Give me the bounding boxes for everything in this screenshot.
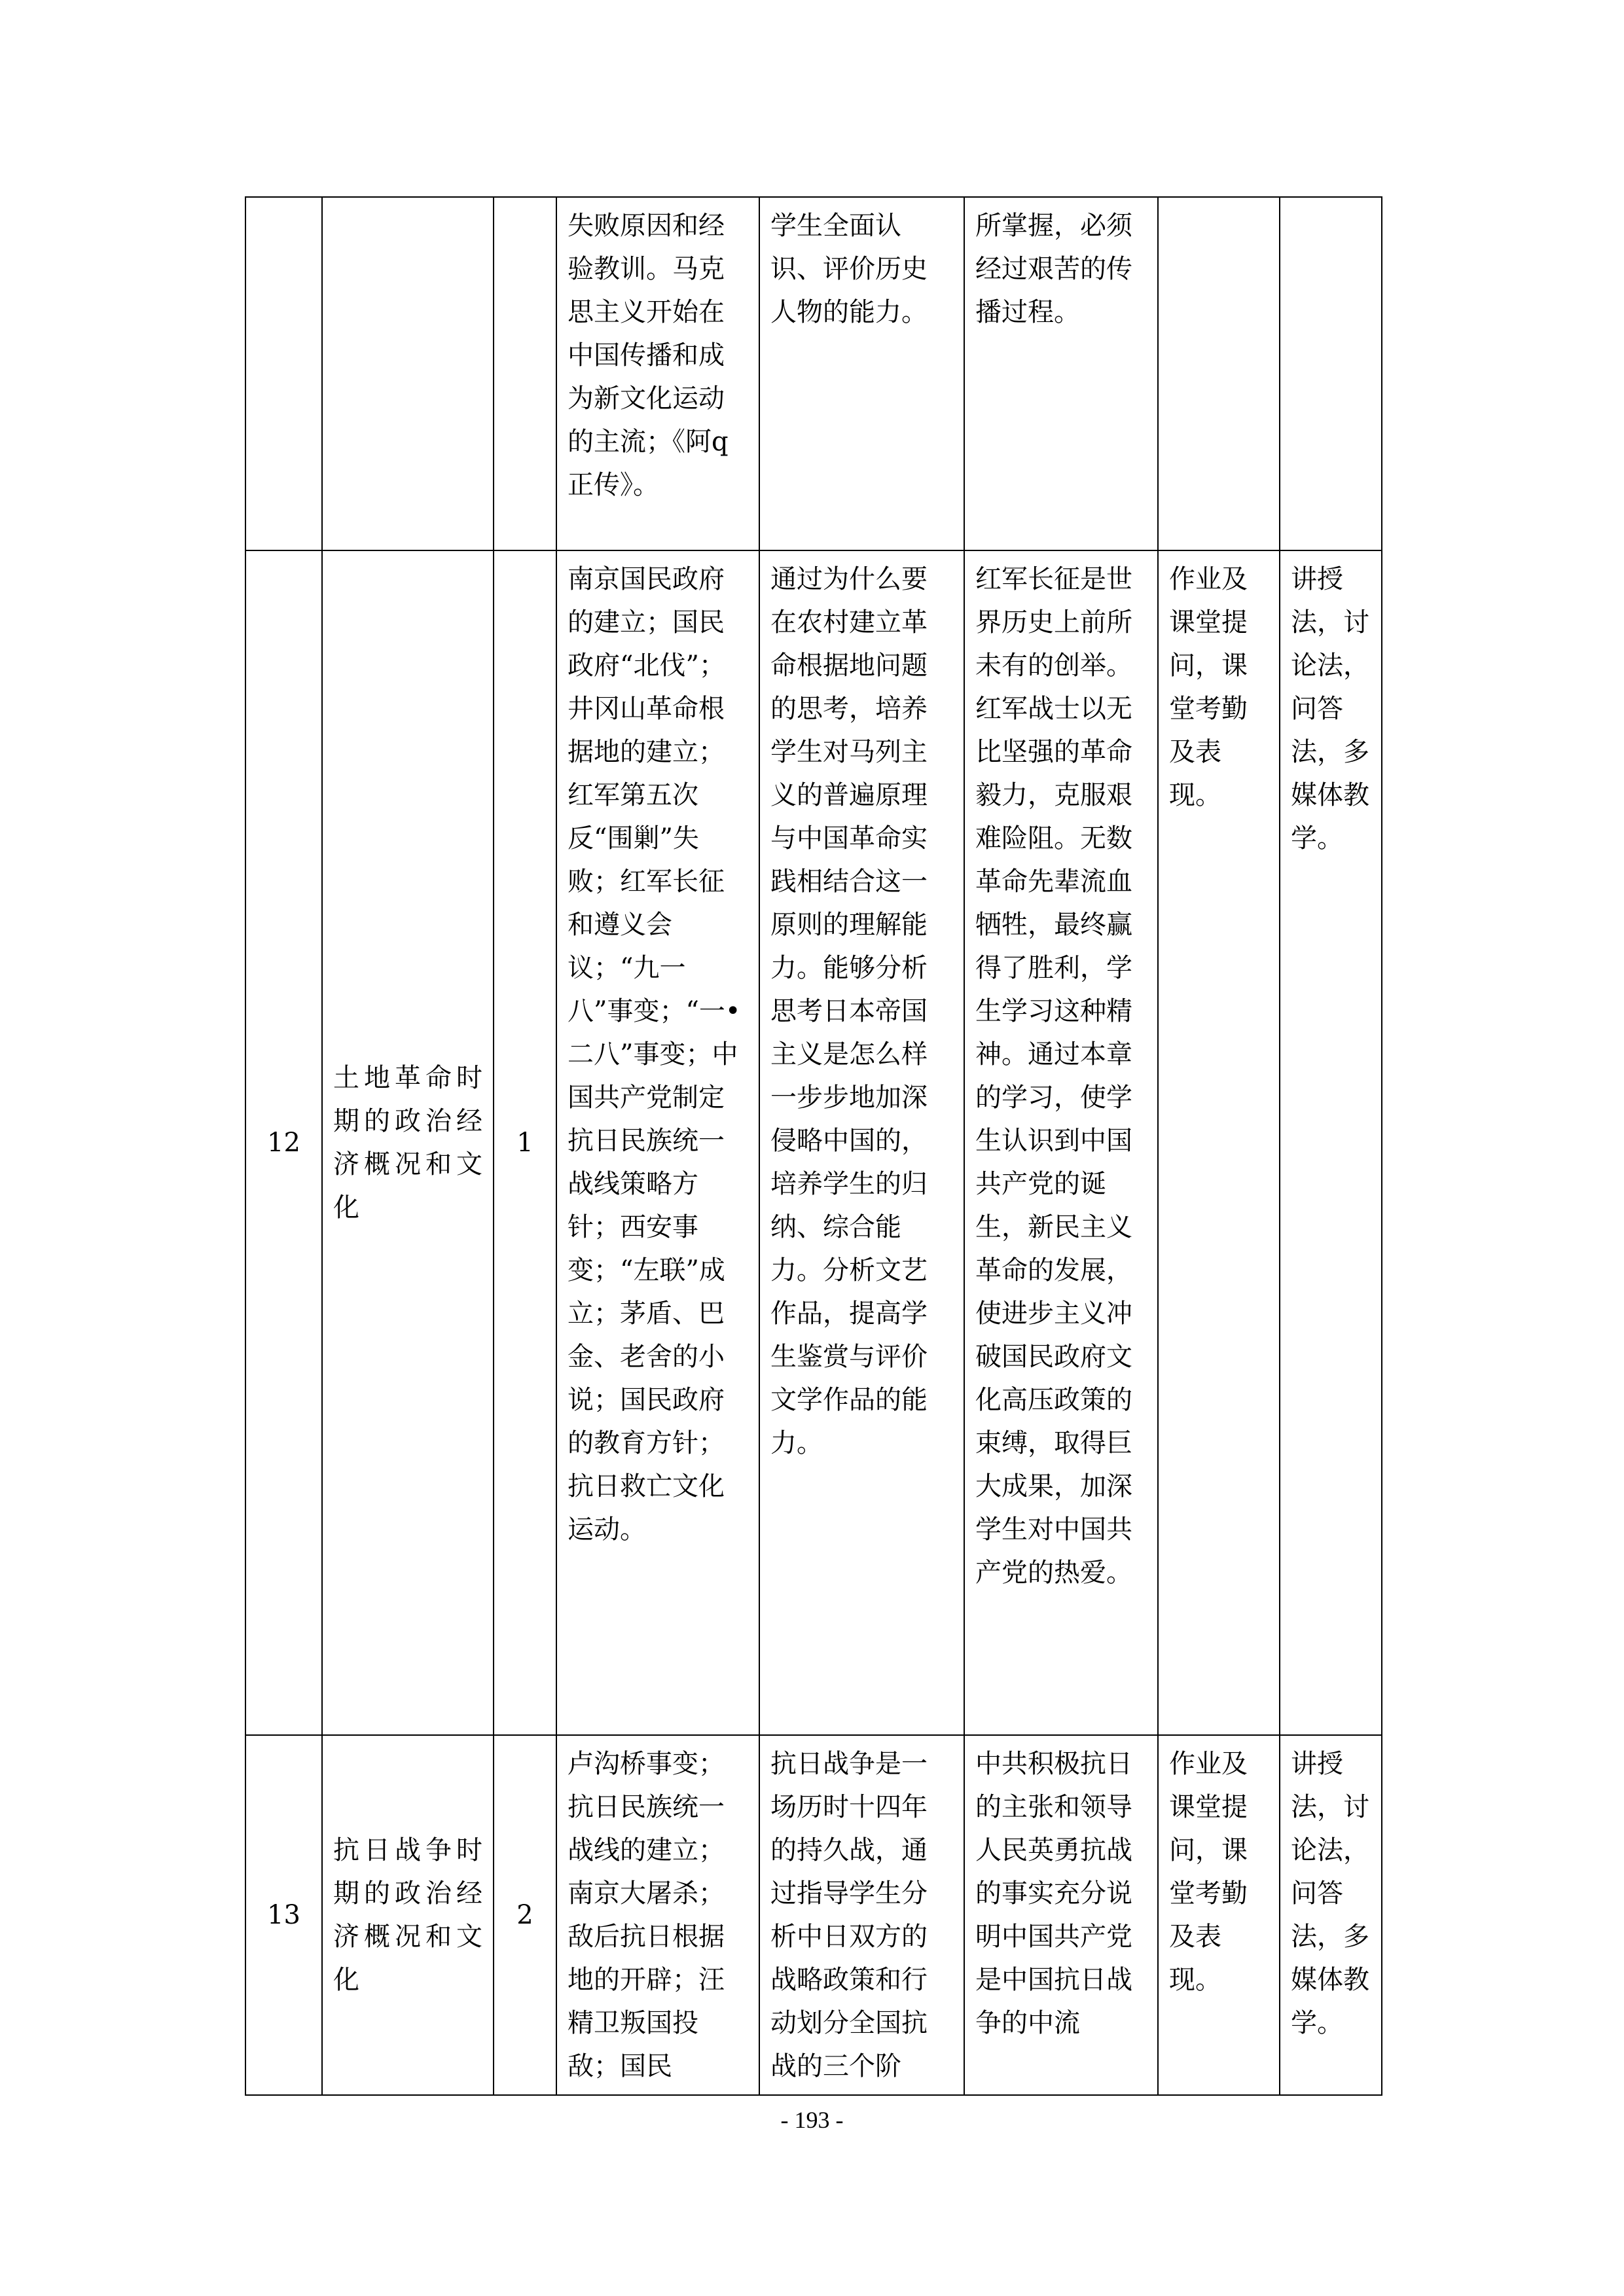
values-goal-text: 中共积极抗日的主张和领导人民英勇抗战的事实充分说明中国共产党是中国抗日战争的中流 xyxy=(975,1749,1132,2038)
assessment-text: 作业及课堂提问，课堂考勤及表现。 xyxy=(1169,564,1248,810)
row-number-text: 12 xyxy=(267,1128,300,1158)
ability-goal xyxy=(759,550,964,1735)
teaching-method xyxy=(1280,1735,1382,2095)
table-row xyxy=(245,197,1382,550)
teaching-method xyxy=(1280,197,1382,550)
ability-goal-text: 抗日战争是一场历时十四年的持久战，通过指导学生分析中日双方的战略政策和行动划分全国抗战的三个阶 xyxy=(770,1749,928,2081)
assessment xyxy=(1158,1735,1280,2095)
class-hours-text: 1 xyxy=(516,1128,533,1158)
class-hours xyxy=(494,550,556,1735)
row-number xyxy=(245,550,322,1735)
ability-goal-text: 学生全面认识、评价历史人物的能力。 xyxy=(770,211,928,327)
chapter-title-text: 抗日战争时期的政治经济概况和文化 xyxy=(333,1835,482,1995)
table-row xyxy=(245,550,1382,1735)
assessment xyxy=(1158,550,1280,1735)
assessment-text: 作业及课堂提问，课堂考勤及表现。 xyxy=(1169,1749,1248,1995)
class-hours-text: 2 xyxy=(516,1900,533,1930)
chapter-title-text: 土地革命时期的政治经济概况和文化 xyxy=(333,1063,482,1223)
values-goal xyxy=(964,197,1158,550)
ability-goal xyxy=(759,197,964,550)
chapter-title xyxy=(322,197,494,550)
table-row xyxy=(245,1735,1382,2095)
ability-goal xyxy=(759,1735,964,2095)
ability-goal-text: 通过为什么要在农村建立革命根据地问题的思考，培养学生对马列主义的普遍原理与中国革命实践相结合这一原则的理解能力。能够分析思考日本帝国主义是怎么样一步步地加深侵略中国的，培养学生的归纳、综合能力。分析文艺作品，提高学生鉴赏与评价文学作品的能力。 xyxy=(770,564,928,1458)
class-hours xyxy=(494,1735,556,2095)
teaching-method-text: 讲授法，讨论法，问答法，多媒体教学。 xyxy=(1291,564,1369,853)
teaching-content xyxy=(556,1735,759,2095)
values-goal xyxy=(964,550,1158,1735)
chapter-title xyxy=(322,550,494,1735)
row-number xyxy=(245,1735,322,2095)
teaching-method xyxy=(1280,550,1382,1735)
values-goal xyxy=(964,1735,1158,2095)
page-number: - 193 - xyxy=(780,2107,844,2133)
teaching-content-text: 卢沟桥事变；抗日民族统一战线的建立；南京大屠杀；敌后抗日根据地的开辟；汪精卫叛国投敌；国民 xyxy=(568,1749,725,2081)
teaching-content-text: 失败原因和经验教训。马克思主义开始在中国传播和成为新文化运动的主流；《阿q正传》。 xyxy=(568,211,729,500)
assessment xyxy=(1158,197,1280,550)
chapter-title xyxy=(322,1735,494,2095)
values-goal-text: 红军长征是世界历史上前所未有的创举。红军战士以无比坚强的革命毅力，克服艰难险阻。无数革命先辈流血牺牲，最终赢得了胜利，学生学习这种精神。通过本章的学习，使学生认识到中国共产党的诞生，新民主义革命的发展，使进步主义冲破国民政府文化高压政策的束缚，取得巨大成果，加深学生对中国共产党的热爱。 xyxy=(975,564,1132,1588)
course-table xyxy=(245,196,1382,2096)
class-hours xyxy=(494,197,556,550)
teaching-content xyxy=(556,197,759,550)
teaching-method-text: 讲授法，讨论法，问答法，多媒体教学。 xyxy=(1291,1749,1369,2038)
values-goal-text: 所掌握，必须经过艰苦的传播过程。 xyxy=(975,211,1132,327)
teaching-content xyxy=(556,550,759,1735)
row-number xyxy=(245,197,322,550)
row-number-text: 13 xyxy=(267,1900,300,1930)
teaching-content-text: 南京国民政府的建立；国民政府“北伐”；井冈山革命根据地的建立；红军第五次反“围剿”失败；红军长征和遵义会议；“九一八”事变；“一•二八”事变；中国共产党制定抗日民族统一战线策略方针；西安事变；“左联”成立；茅盾、巴金、老舍的小说；国民政府的教育方针；抗日救亡文化运动。 xyxy=(568,564,741,1545)
